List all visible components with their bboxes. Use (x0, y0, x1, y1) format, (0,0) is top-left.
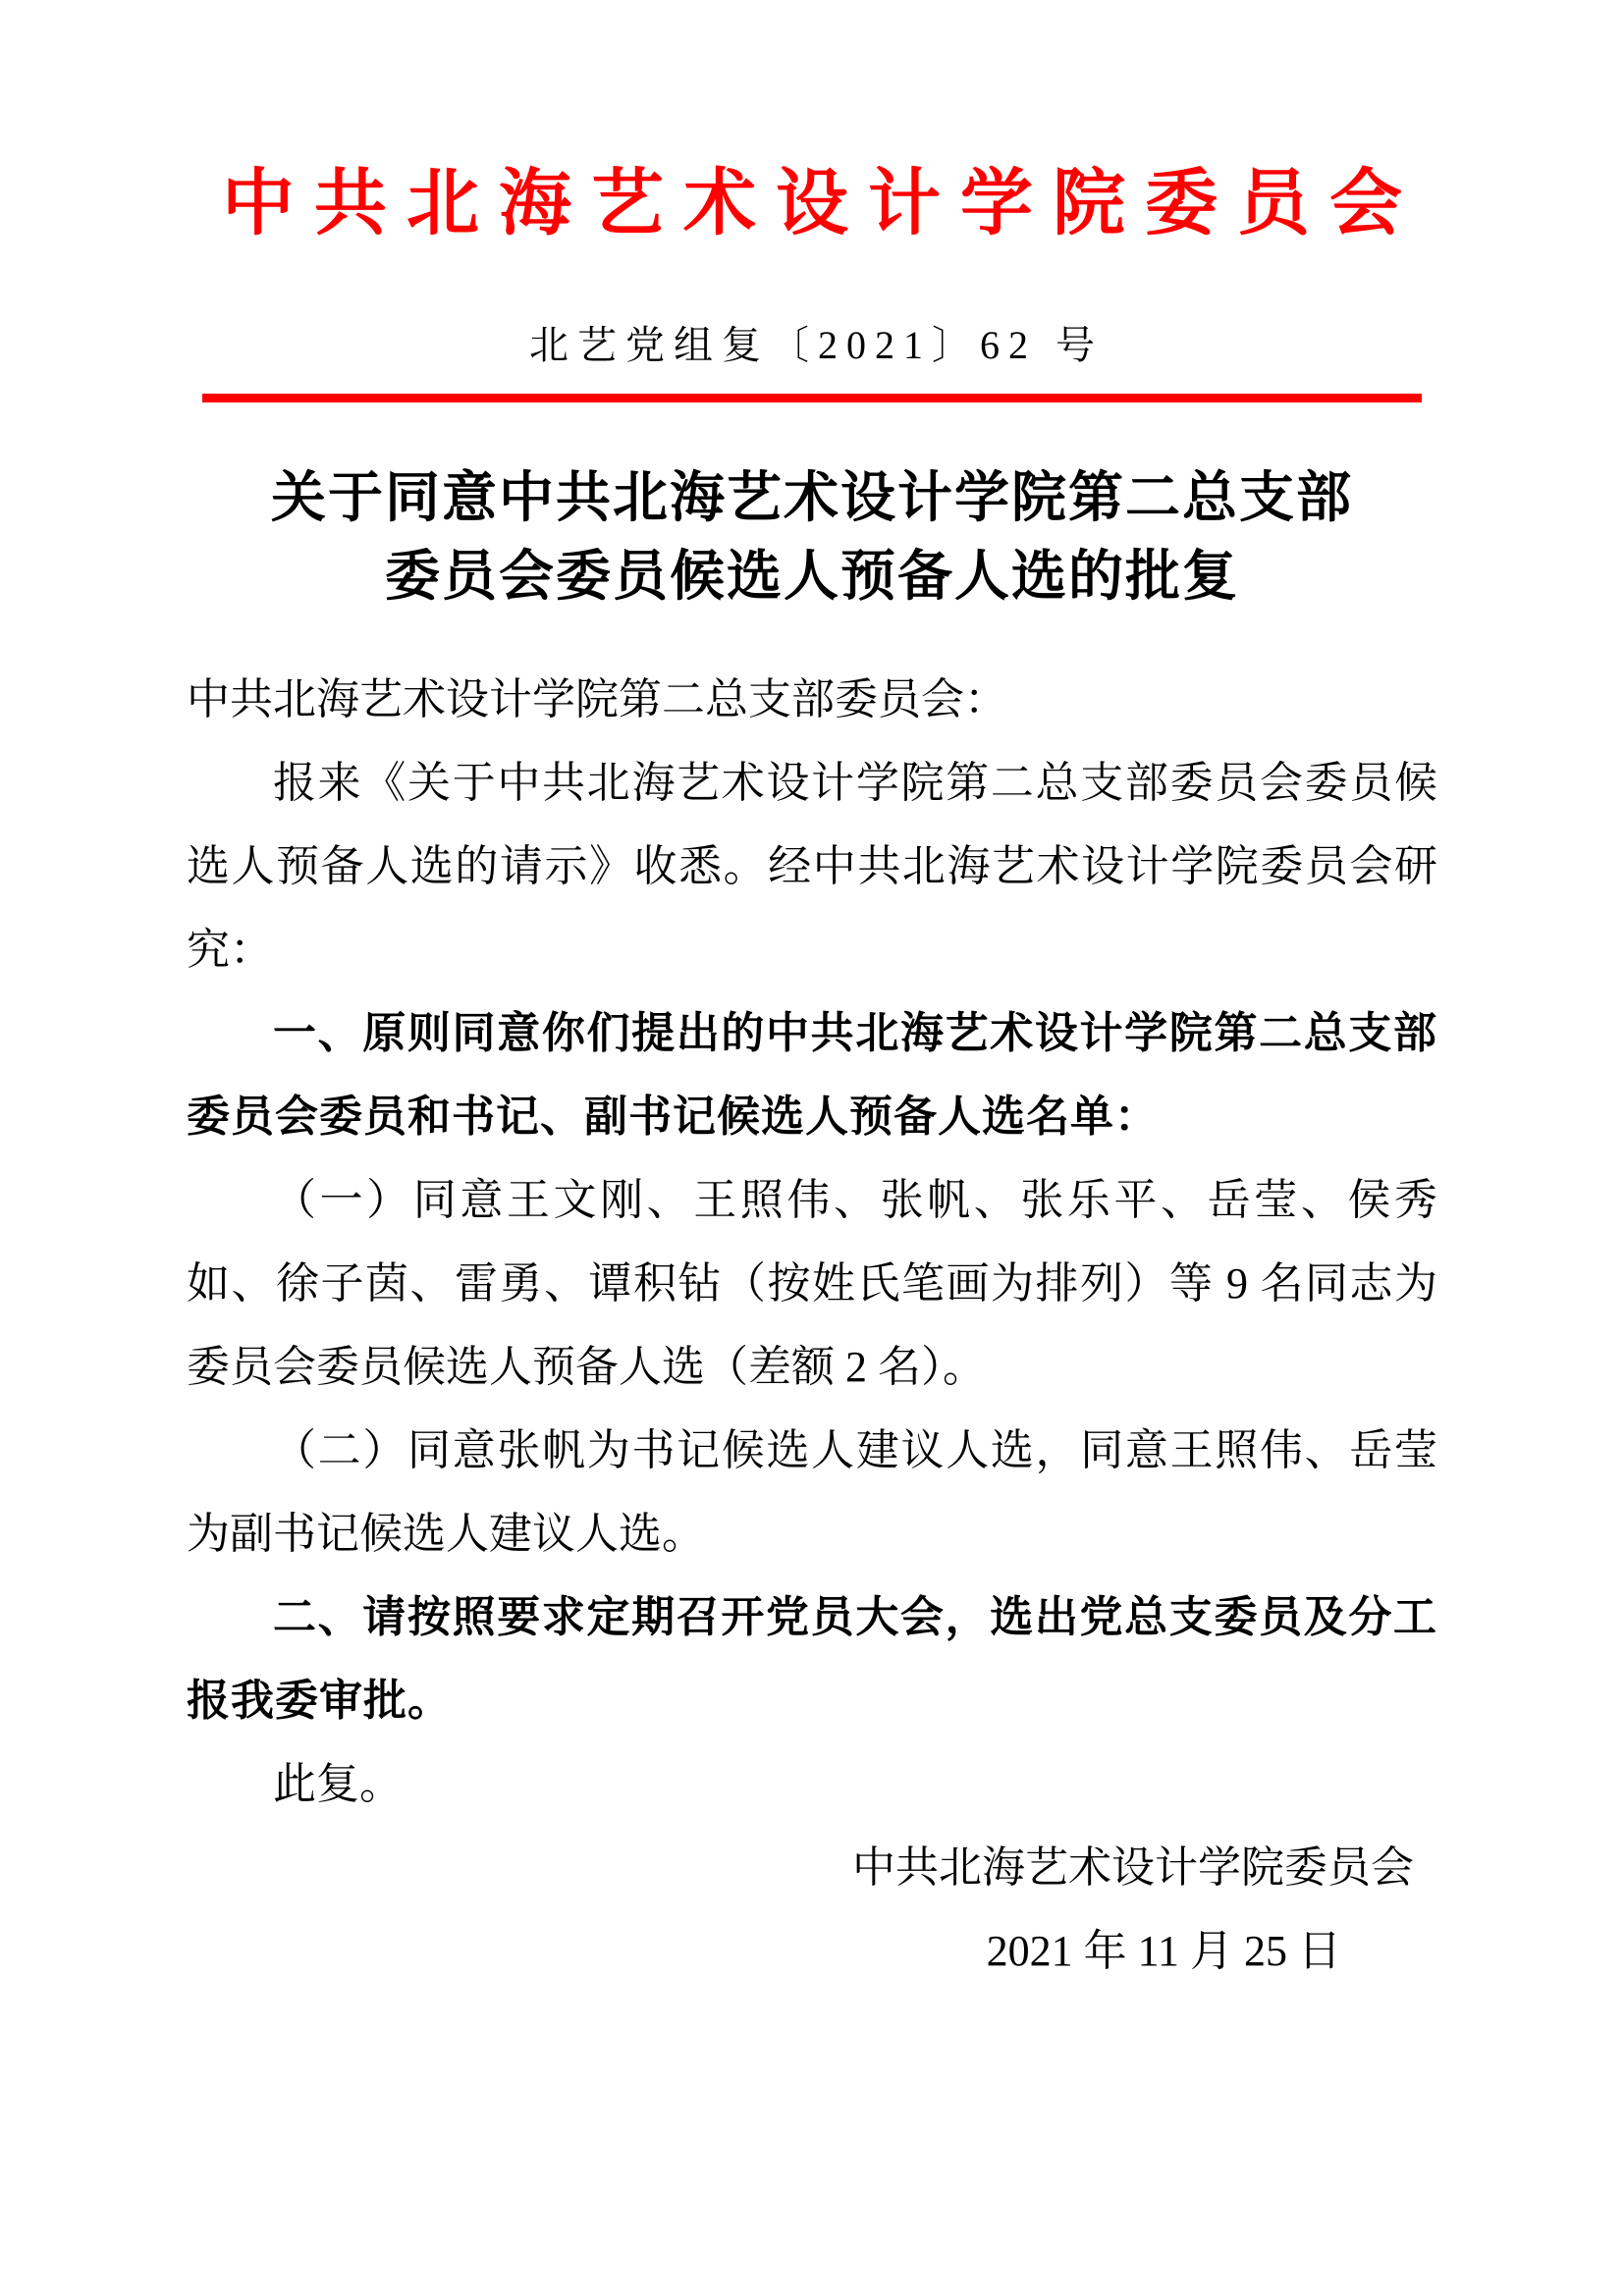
red-divider-rule (202, 394, 1422, 402)
paragraph-item-two: 二、请按照要求定期召开党员大会，选出党总支委员及分工报我委审批。 (187, 1593, 1437, 1725)
document-title-line2: 委员会委员候选人预备人选的批复 (385, 547, 1239, 608)
paragraph-subitem-two: （二）同意张帆为书记候选人建议人选，同意王照伟、岳莹为副书记候选人建议人选。 (187, 1426, 1437, 1558)
salutation: 中共北海艺术设计学院第二总支部委员会： (187, 675, 1007, 723)
signature-date: 2021 年 11 月 25 日 (986, 1927, 1341, 1975)
red-header-org-title: 中共北海艺术设计学院委员会 (222, 164, 1422, 244)
document-number: 北艺党组复〔2021〕62 号 (529, 323, 1104, 367)
document-body (187, 658, 1437, 1993)
paragraph-report-received: 报来《关于中共北海艺术设计学院第二总支部委员会委员候选人预备人选的请示》收悉。经中共北海艺术设计学院委员会研究： (187, 759, 1437, 974)
paragraph-item-one: 一、原则同意你们提出的中共北海艺术设计学院第二总支部委员会委员和书记、副书记候选人预备人选名单： (187, 1009, 1437, 1141)
paragraph-closing: 此复。 (273, 1760, 403, 1808)
signature-org: 中共北海艺术设计学院委员会 (852, 1843, 1414, 1892)
paragraph-subitem-one: （一）同意王文刚、王照伟、张帆、张乐平、岳莹、侯秀如、徐子茵、雷勇、谭积钻（按姓氏笔画为排列）等 9 名同志为委员会委员候选人预备人选（差额 2 名）。 (187, 1176, 1437, 1391)
document-title (0, 459, 1624, 616)
document-title-line1: 关于同意中共北海艺术设计学院第二总支部 (271, 468, 1353, 529)
